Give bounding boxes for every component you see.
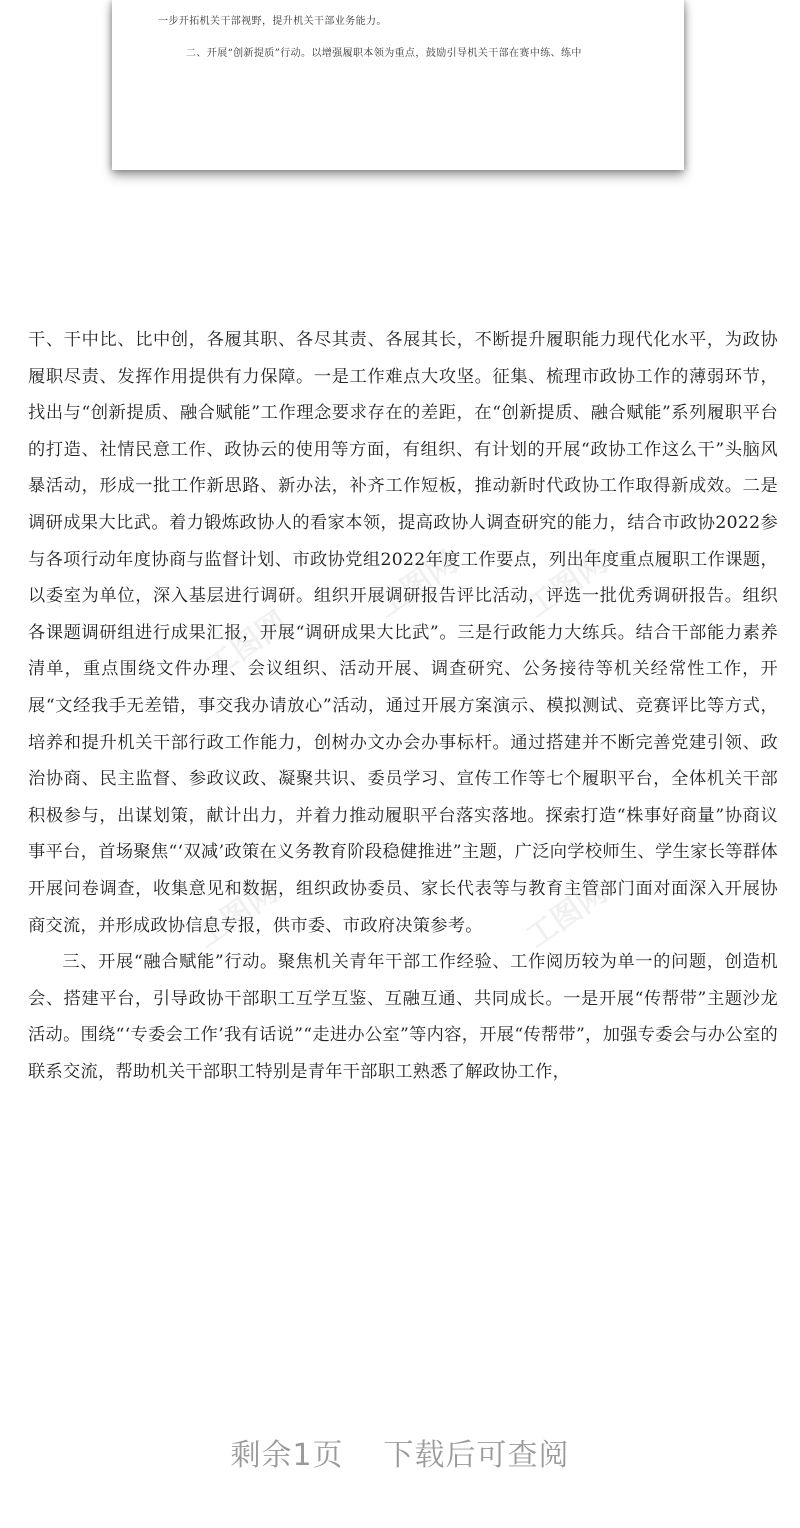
watermark: 工图网 [190,874,284,956]
watermark: 工图网 [520,544,614,626]
download-prompt[interactable] [0,1430,800,1474]
watermark: 工图网 [200,604,294,686]
remaining-pages-label: 剩余1页 [230,1438,344,1473]
watermark: 工图网 [520,874,614,956]
preview-line-2: 二、开展“创新提质”行动。以增强履职本领为重点，鼓励引导机关干部在赛中练、练中 [186,48,582,59]
body-paragraph-1: 干、干中比、比中创，各履其职、各尽其责、各展其长，不断提升履职能力现代化水平，为政协履职尽责、发挥作用提供有力保障。一是工作难点大攻坚。征集、梳理市政协工作的薄弱环节，找出与“创新提质、融合赋能”工作理念要求存在的差距，在“创新提质、融合赋能”系列履职平台的打造、社情民意工作、政协云的使用等方面，有组织、有计划的开展“政协工作这么干”头脑风暴活动，形成一批工作新思路、新办法，补齐工作短板，推动新时代政协工作取得新成效。二是调研成果大比武。着力锻炼政协人的看家本领，提高政协人调查研究的能力，结合市政协2022参与各项行动年度协商与监督计划、市政协党组2022年度工作要点，列出年度重点履职工作课题，以委室为单位，深入基层进行调研。组织开展调研报告评比活动，评选一批优秀调研报告。组织各课题调研组进行成果汇报，开展“调研成果大比武”。三是行政能力大练兵。结合干部能力素养清单，重点围绕文件办理、会议组织、活动开展、调查研究、公务接待等机关经常性工作，开展“文经我手无差错，事交我办请放心”活动，通过开展方案演示、模拟测试、竞赛评比等方式，培养和提升机关干部行政工作能力，创树办文办会办事标杆。通过搭建并不断完善党建引领、政治协商、民主监督、参政议政、凝聚共识、委员学习、宣传工作等七个履职平台，全体机关干部积极参与，出谋划策，献计出力，并着力推动履职平台落实落地。探索打造“株事好商量”协商议事平台，首场聚焦“‘双减’政策在义务教育阶段稳健推进”主题，广泛向学校师生、学生家长等群体开展问卷调查，收集意见和数据，组织政协委员、家长代表等与教育主管部门面对面深入开展协商交流，并形成政协信息专报，供市委、市政府决策参考。 [28,330,778,936]
preview-line-1: 一步开拓机关干部视野，提升机关干部业务能力。 [158,16,387,27]
document-body [28,322,778,1090]
body-paragraph-2: 三、开展“融合赋能”行动。聚焦机关青年干部工作经验、工作阅历较为单一的问题，创造机会、搭建平台，引导政协干部职工互学互鉴、互融互通、共同成长。一是开展“传帮带”主题沙龙活动。围绕“‘专委会工作’我有话说”“走进办公室”等内容，开展“传帮带”，加强专委会与办公室的联系交流，帮助机关干部职工特别是青年干部职工熟悉了解政协工作， [28,952,778,1082]
preview-page-card [112,0,684,170]
watermark: 工图网 [370,544,464,626]
download-to-view-label: 下载后可查阅 [383,1438,570,1473]
